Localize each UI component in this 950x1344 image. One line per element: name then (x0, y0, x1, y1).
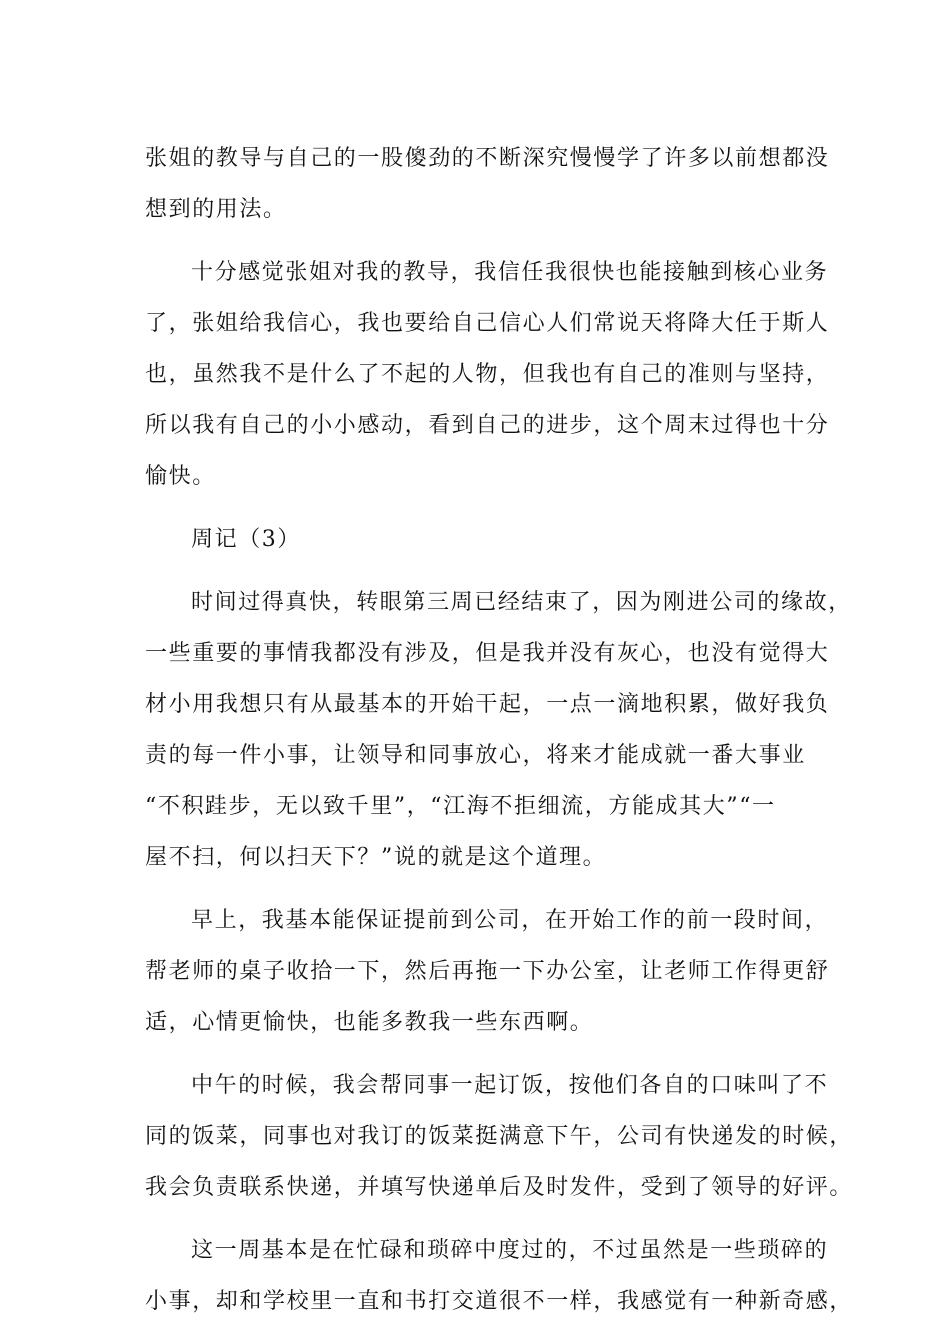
paragraph-first-line: 十分感觉张姐对我的教导，我信任我很快也能接触到核心业务 (191, 260, 829, 285)
text-line: “不积跬步，无以致千里”，“江海不拒细流，方能成其大”“一 (145, 794, 776, 819)
text-line: 想到的用法。 (145, 197, 287, 222)
text-line: 一些重要的事情我都没有涉及，但是我并没有灰心，也没有觉得大 (145, 641, 830, 666)
text-line: 张姐的教导与自己的一股傻劲的不断深究慢慢学了许多以前想都没 (145, 146, 830, 171)
text-line: 我会负责联系快递，并填写快递单后及时发件，受到了领导的好评。 (145, 1175, 854, 1200)
text-line: 所以我有自己的小小感动，看到自己的进步，这个周末过得也十分 (145, 413, 830, 438)
section-heading: 周记（3） (191, 527, 301, 552)
paragraph-first-line: 中午的时候，我会帮同事一起订饭，按他们各自的口味叫了不 (191, 1073, 829, 1098)
text-line: 也，虽然我不是什么了不起的人物，但我也有自己的准则与坚持， (145, 362, 830, 387)
text-line: 同的饭菜，同事也对我订的饭菜挺满意下午，公司有快递发的时候， (145, 1124, 854, 1149)
paragraph-first-line: 时间过得真快，转眼第三周已经结束了，因为刚进公司的缘故， (191, 590, 852, 615)
paragraph-first-line: 早上，我基本能保证提前到公司，在开始工作的前一段时间， (191, 908, 829, 933)
text-line: 小事，却和学校里一直和书打交道很不一样，我感觉有一种新奇感， (145, 1289, 854, 1314)
text-line: 帮老师的桌子收拾一下，然后再拖一下办公室，让老师工作得更舒 (145, 959, 830, 984)
text-line: 屋不扫，何以扫天下？”说的就是这个道理。 (145, 845, 607, 870)
text-line: 愉快。 (145, 464, 216, 489)
text-line: 适，心情更愉快，也能多教我一些东西啊。 (145, 1010, 594, 1035)
text-line: 责的每一件小事，让领导和同事放心，将来才能成就一番大事业 (145, 743, 806, 768)
document-body (145, 133, 854, 1327)
text-line: 了，张姐给我信心，我也要给自己信心人们常说天将降大任于斯人 (145, 311, 830, 336)
text-line: 材小用我想只有从最基本的开始干起，一点一滴地积累，做好我负 (145, 692, 830, 717)
paragraph-first-line: 这一周基本是在忙碌和琐碎中度过的，不过虽然是一些琐碎的 (191, 1238, 829, 1263)
